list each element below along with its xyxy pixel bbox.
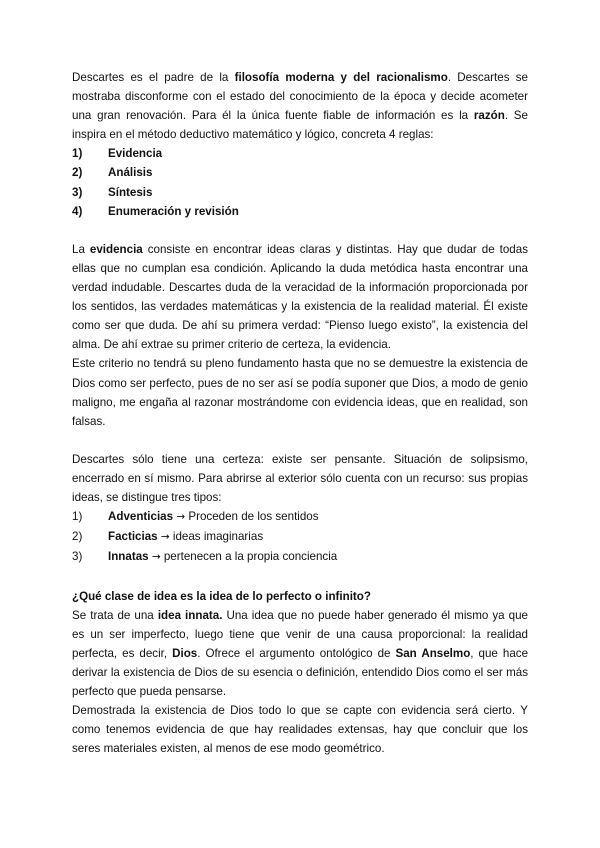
term-evidence: evidencia [89,242,143,256]
spacer [72,221,528,240]
rules-list [72,144,528,220]
list-item: 2) Facticias → ideas imaginarias [72,530,264,544]
list-item: 4) Enumeración y revisión [72,204,239,218]
spacer [72,431,528,450]
arrow-right-icon: → [176,511,186,524]
list-item: 3) Síntesis [72,185,153,199]
term-reason: razón [473,109,505,123]
term-san-anselmo: San Anselmo [395,646,471,660]
evidence-paragraph: La evidencia consiste en encontrar ideas claras y distintas. Hay que dudar de todas ellas que no cumplan esa condición. Aplicando la duda metódica hasta encontrar una verdad indudable. Descartes duda de la veracidad de la información proporcionada por los sentidos, las verdades matemáticas y la existencia de la realidad material. Él existe como ser que duda. De ahí su primera verdad: “Pienso luego existo”, la existencia del alma. De ahí extrae su primer criterio de certeza, la evidencia. [72,242,529,352]
list-item: 2) Análisis [72,166,153,180]
question-heading: ¿Qué clase de idea es la idea de lo perfecto o infinito? [72,589,371,603]
intro-paragraph: Descartes es el padre de la filosofía moderna y del racionalismo. Descartes se mostraba disconforme con el estado del conocimiento de la época y decide acometer una gran renovación. Para él la única fuente fiable de información es la razón. Se inspira en el método deductivo matemático y lógico, concreta 4 reglas: [72,71,528,142]
arrow-right-icon: → [151,551,161,564]
innate-idea-paragraph: Se trata de una idea innata. Una idea que no puede haber generado él mismo ya que es un ser imperfecto, luego tiene que venir de una causa proporcional: la realidad perfecta, es decir, Dios. Ofrece el argumento ontológico de San Anselmo, que hace derivar la existencia de Dios de su esencia o definición, entendido Dios como el ser más perfecto que pueda pensarse. [72,608,529,698]
term-modern-philosophy: filosofía moderna y del racionalismo [234,71,448,84]
document-page [72,68,528,758]
list-item: 3) Innatas → pertenecen a la propia conciencia [72,550,338,564]
spacer [72,567,528,586]
conclusion-paragraph: Demostrada la existencia de Dios todo lo que se capte con evidencia será cierto. Y como tenemos evidencia de que hay realidades extensas, hay que concluir que los seres materiales existen, al menos de ese modo geométrico. [72,704,528,756]
criterion-paragraph: Este criterio no tendrá su pleno fundamento hasta que no se demuestre la existencia de Dios como ser perfecto, pues de no ser así se podía suponer que Dios, a modo de genio maligno, me engaña al razonar mostrándome con evidencia ideas, que en realidad, son falsas. [72,357,528,428]
term-innate-idea: idea innata. [157,608,223,622]
list-item: 1) Evidencia [72,147,163,161]
arrow-right-icon: → [160,531,170,544]
list-item: 1) Adventicias → Proceden de los sentidos [72,510,319,524]
term-god: Dios [172,646,198,660]
solipsism-paragraph: Descartes sólo tiene una certeza: existe ser pensante. Situación de solipsismo, encerrado en sí mismo. Para abrirse al exterior sólo cuenta con un recurso: sus propias ideas, se distingue tres tipos: [72,452,528,505]
idea-types-list [72,507,528,567]
